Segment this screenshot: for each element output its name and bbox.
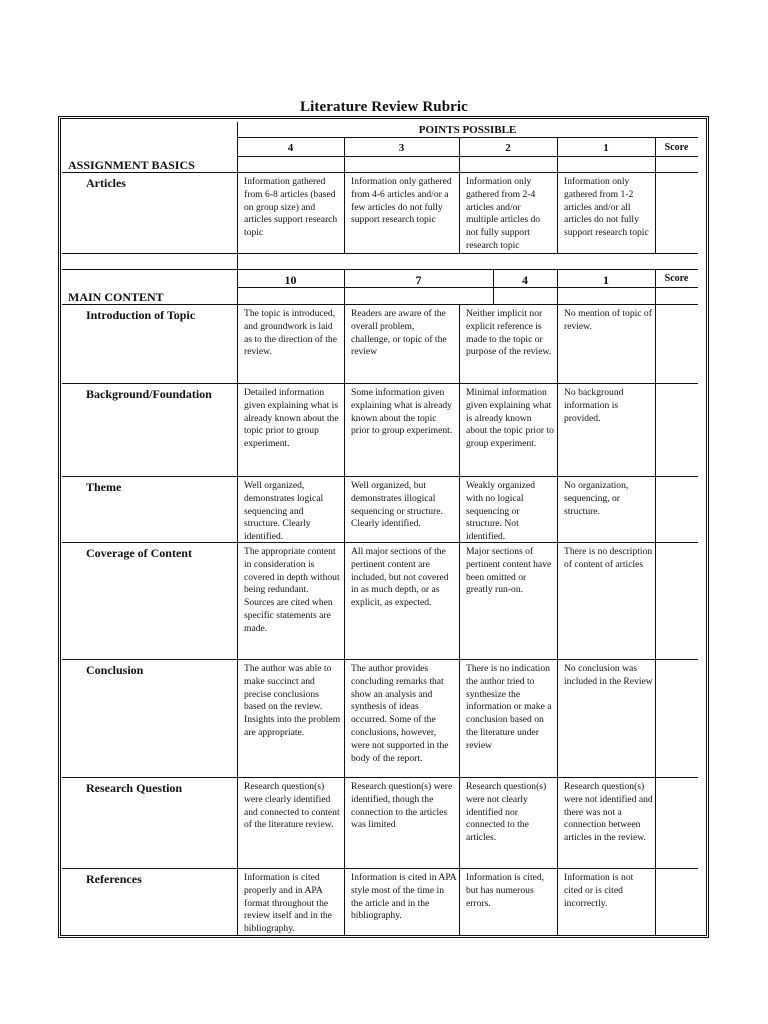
row-label-theme: Theme	[86, 480, 122, 494]
cell-coverage-4: Major sections of pertinent content have been omitted or greatly run-on.	[466, 546, 552, 596]
rule	[237, 156, 698, 157]
row-label-references: References	[86, 872, 142, 886]
cell-theme-4: Weakly organized with no logical sequencing or structure. Not identified.	[466, 480, 536, 543]
rule	[62, 542, 698, 543]
points-7: 7	[415, 273, 422, 287]
rule	[557, 269, 558, 935]
row-label-coverage: Coverage of Content	[86, 546, 192, 560]
cell-intro-10: The topic is introduced, and groundwork is laid as to the direction of the review.	[244, 308, 337, 358]
rule	[62, 269, 698, 270]
points-4: 4	[287, 142, 294, 154]
section-main-content: MAIN CONTENT	[68, 290, 164, 304]
cell-conclusion-10: The author was able to make succinct and precise conclusions based on the review. Insights into the problem are appropriate.	[244, 663, 341, 738]
cell-coverage-7: All major sections of the pertinent content are included, but not covered in as much depth, or as explicit, as expected.	[351, 546, 449, 609]
score-header-main: Score	[664, 273, 689, 284]
cell-references-7: Information is cited in APA style most of the time in the article and in the bibliography.	[351, 872, 457, 922]
section-assignment-basics: ASSIGNMENT BASICS	[68, 158, 195, 172]
row-label-conclusion: Conclusion	[86, 663, 144, 677]
row-label-introduction: Introduction of Topic	[86, 308, 196, 322]
cell-background-10: Detailed information given explaining what is already known about the topic prior to group experiment.	[244, 387, 339, 450]
cell-coverage-10: The appropriate content in consideration is covered in depth without being redundant. Sources are cited when specific statements are made.	[244, 546, 340, 634]
rule	[62, 777, 698, 778]
rule	[557, 137, 558, 253]
cell-articles-2: Information only gathered from 2-4 articles and/or multiple articles do not fully support research topic	[466, 176, 541, 251]
cell-intro-4: Neither implicit nor explicit reference is made to the topic or purpose of the review.	[466, 308, 552, 358]
cell-coverage-1: There is no description of content of articles	[564, 546, 653, 570]
rule	[62, 476, 698, 477]
rule	[237, 122, 238, 935]
cell-references-10: Information is cited properly and in APA format throughout the review itself and in the bibliography.	[244, 872, 332, 935]
cell-background-1: No background information is provided.	[564, 387, 624, 424]
cell-research-7: Research question(s) were identified, though the connection to the articles was limited	[351, 781, 453, 831]
points-possible-header: POINTS POSSIBLE	[418, 124, 517, 136]
row-label-articles: Articles	[86, 176, 126, 190]
rule	[62, 383, 698, 384]
points-3: 3	[398, 142, 405, 154]
rule	[459, 304, 460, 935]
cell-articles-3: Information only gathered from 4-6 articles and/or a few articles do not fully support research topic	[351, 176, 452, 226]
points-10: 10	[284, 273, 297, 287]
rule	[655, 137, 656, 253]
cell-articles-4: Information gathered from 6-8 articles (based on group size) and articles support research topic	[244, 176, 338, 239]
cell-conclusion-4: There is no indication the author tried to synthesize the information or make a conclusion based on the literature under review	[466, 663, 552, 751]
rule	[655, 269, 656, 935]
cell-theme-7: Well organized, but demonstrates illogical sequencing or structure. Clearly identified.	[351, 480, 443, 530]
cell-background-7: Some information given explaining what is already known about the topic prior to group experiment.	[351, 387, 453, 437]
cell-conclusion-1: No conclusion was included in the Review	[564, 663, 653, 687]
rule	[62, 253, 698, 254]
page-title: Literature Review Rubric	[300, 99, 468, 115]
row-label-background: Background/Foundation	[86, 387, 212, 401]
points-2: 2	[505, 142, 511, 154]
cell-theme-1: No organization, sequencing, or structure.	[564, 480, 629, 517]
rule	[344, 137, 345, 253]
cell-conclusion-7: The author provides concluding remarks that show an analysis and synthesis of ideas occurred. Some of the conclusions, however, were not supported in the body of the report.	[351, 663, 449, 764]
points-4-main: 4	[522, 273, 528, 287]
cell-theme-10: Well organized, demonstrates logical sequencing and structure. Clearly identified.	[244, 480, 324, 543]
rule	[344, 269, 345, 935]
cell-background-4: Minimal information given explaining what is already known about the topic prior to group experiment.	[466, 387, 554, 450]
cell-articles-1: Information only gathered from 1-2 articles and/or all articles do not fully support research topic	[564, 176, 649, 239]
cell-research-1: Research question(s) were not identified and there was not a connection between articles in the review.	[564, 781, 653, 844]
cell-intro-1: No mention of topic of review.	[564, 308, 652, 332]
rule	[237, 137, 698, 138]
cell-research-4: Research question(s) were not clearly identified nor connected to the articles.	[466, 781, 547, 844]
row-label-research-question: Research Question	[86, 781, 183, 795]
cell-intro-7: Readers are aware of the overall problem, challenge, or topic of the review	[351, 308, 447, 358]
cell-references-4: Information is cited, but has numerous errors.	[466, 872, 545, 909]
points-1: 1	[603, 142, 609, 154]
score-header: Score	[664, 142, 689, 153]
cell-research-10: Research question(s) were clearly identified and connected to content of the literature review.	[244, 781, 340, 831]
rule	[62, 868, 698, 869]
rule	[62, 659, 698, 660]
rule	[459, 137, 460, 253]
cell-references-1: Information is not cited or is cited incorrectly.	[564, 872, 634, 909]
points-1-main: 1	[603, 273, 609, 287]
